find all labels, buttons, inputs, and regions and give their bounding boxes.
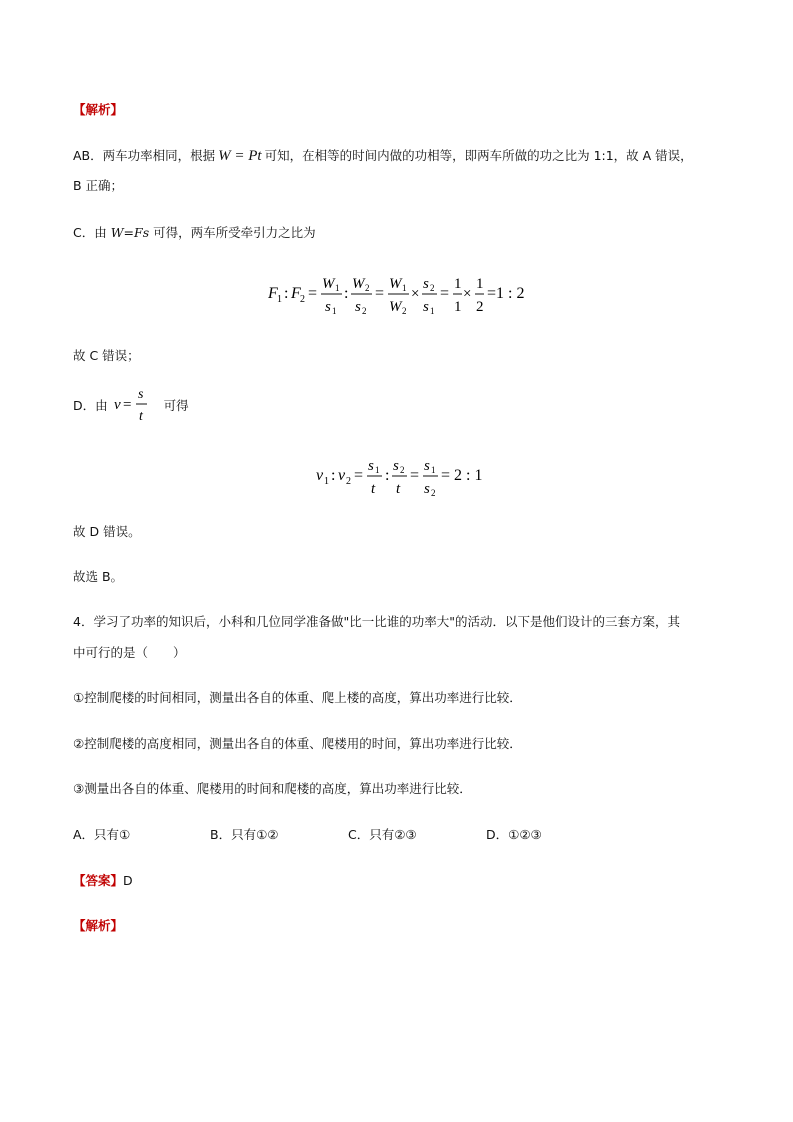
equation-force-ratio (268, 270, 538, 325)
text-d-start: D．由 (73, 398, 108, 413)
svg-text:W: W (322, 276, 335, 292)
question-4-stem-cont: 中可行的是（ ） (73, 645, 186, 660)
text-c-start: C．由 (73, 225, 111, 240)
question-4-stem: 4．学习了功率的知识后，小科和几位同学准备做"比一比谁的功率大"的活动．以下是他们设计的三套方案，其 (73, 614, 680, 629)
svg-text:1: 1 (277, 294, 282, 305)
svg-text:=: = (122, 396, 132, 413)
svg-text:2: 2 (430, 283, 435, 293)
paragraph-ab-cont: B 正确； (73, 178, 124, 193)
svg-text:2: 2 (402, 306, 407, 316)
option-c: C．只有②③ (348, 827, 417, 842)
svg-text:s: s (423, 299, 429, 315)
svg-text::: : (344, 285, 349, 302)
text-ab-end: 可知，在相等的时间内做的功相等，即两车所做的功之比为 1:1，故 A 错误， (264, 148, 693, 163)
svg-text:2: 2 (365, 283, 370, 293)
svg-text::: : (284, 285, 289, 302)
svg-text:=: = (440, 285, 450, 302)
text-c-end: 可得，两车所受牵引力之比为 (149, 225, 316, 240)
paragraph-d-end: 故 D 错误。 (73, 524, 141, 539)
svg-text:s: s (355, 299, 361, 315)
section-header-analysis-2: 【解析】 (73, 918, 124, 933)
svg-text:1: 1 (332, 306, 337, 316)
svg-text:= 2 : 1: = 2 : 1 (441, 467, 483, 484)
svg-text:2: 2 (346, 476, 351, 487)
svg-text:F: F (268, 285, 278, 302)
option-d: D．①②③ (486, 827, 542, 842)
svg-text:t: t (371, 481, 376, 497)
question-4-plan-1: ①控制爬楼的时间相同，测量出各自的体重、爬上楼的高度，算出功率进行比较． (73, 690, 522, 705)
svg-text:2: 2 (400, 465, 405, 475)
svg-text:s: s (325, 299, 331, 315)
equation-force-ratio-svg (268, 270, 538, 320)
answer-label: 【答案】 (73, 873, 124, 888)
question-4-plan-3: ③测量出各自的体重、爬楼用的时间和爬楼的高度，算出功率进行比较． (73, 781, 472, 796)
svg-text:×: × (463, 286, 472, 302)
svg-text:W: W (389, 276, 402, 292)
svg-text:2: 2 (476, 299, 484, 315)
svg-text:×: × (411, 286, 420, 302)
svg-text:s: s (137, 386, 144, 402)
answer-value: D (123, 873, 133, 888)
svg-text:=: = (354, 467, 364, 484)
option-a: A．只有① (73, 827, 131, 842)
svg-text:1: 1 (402, 283, 407, 293)
svg-text:1: 1 (335, 283, 340, 293)
svg-text:s: s (424, 458, 430, 474)
svg-text:t: t (396, 481, 401, 497)
svg-text:W: W (352, 276, 365, 292)
svg-text:1: 1 (431, 465, 436, 475)
svg-text:1: 1 (454, 276, 462, 292)
svg-text::: : (385, 467, 390, 484)
formula-w-pt: W = Pt (218, 148, 262, 164)
paragraph-ab (73, 148, 693, 164)
answer-line (73, 873, 133, 889)
svg-text:v: v (338, 467, 346, 484)
text-d-end: 可得 (163, 398, 189, 413)
svg-text:s: s (368, 458, 374, 474)
formula-w-fs: W=Fs (110, 225, 150, 240)
equation-velocity-ratio (316, 452, 496, 507)
svg-text:1: 1 (375, 465, 380, 475)
svg-text::: : (331, 467, 336, 484)
svg-text:=: = (410, 467, 420, 484)
svg-text:v: v (316, 467, 324, 484)
text-ab-start: AB．两车功率相同，根据 (73, 148, 216, 163)
svg-text:=: = (375, 285, 385, 302)
option-b: B．只有①② (210, 827, 279, 842)
paragraph-conclusion: 故选 B。 (73, 569, 124, 584)
svg-text:=1 : 2: =1 : 2 (487, 285, 525, 302)
svg-text:1: 1 (430, 306, 435, 316)
svg-text:1: 1 (324, 476, 329, 487)
svg-text:t: t (138, 408, 143, 424)
paragraph-d (73, 386, 189, 424)
equation-velocity-ratio-svg (316, 452, 496, 502)
svg-text:2: 2 (362, 306, 367, 316)
section-header-analysis: 【解析】 (73, 102, 124, 117)
svg-text:F: F (291, 285, 301, 302)
svg-text:=: = (308, 285, 318, 302)
formula-v-equals-s-over-t (112, 385, 160, 425)
svg-text:W: W (389, 299, 402, 315)
svg-text:s: s (423, 276, 429, 292)
svg-text:2: 2 (300, 294, 305, 305)
svg-text:s: s (424, 481, 430, 497)
svg-text:2: 2 (431, 488, 436, 498)
svg-text:1: 1 (454, 299, 462, 315)
svg-text:s: s (393, 458, 399, 474)
svg-text:v: v (113, 396, 121, 413)
paragraph-c (73, 225, 316, 241)
question-4-plan-2: ②控制爬楼的高度相同，测量出各自的体重、爬楼用的时间，算出功率进行比较． (73, 736, 522, 751)
paragraph-c-end: 故 C 错误； (73, 348, 140, 363)
svg-text:1: 1 (476, 276, 484, 292)
